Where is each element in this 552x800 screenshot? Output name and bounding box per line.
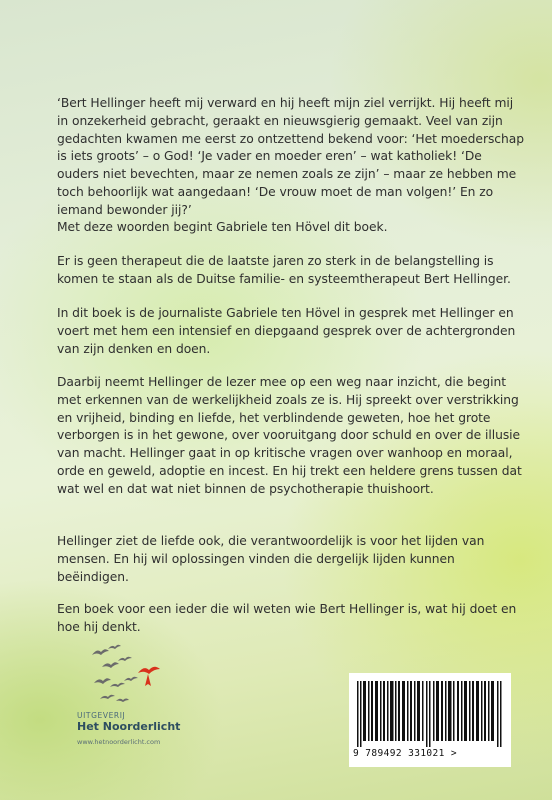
birds-flock-icon <box>88 643 168 711</box>
publisher-label: UITGEVERIJ <box>77 711 126 720</box>
closing-paragraph: Een boek voor een ieder die wil weten wie Bert Hellinger is, wat hij doet en hoe hij denkt. <box>57 602 517 634</box>
isbn-number: 9 789492 331021 > <box>353 748 458 759</box>
publisher-logo <box>74 643 184 753</box>
publisher-name: Het Noorderlicht <box>77 720 181 733</box>
description-paragraph-2: In dit boek is de journaliste Gabriele ten Hövel in gesprek met Hellinger en voert met hem een intensief en diepgaand gesprek over de achtergronden van zijn denken en doen. <box>57 306 516 356</box>
quote-paragraph: ‘Bert Hellinger heeft mij verward en hij heeft mijn ziel verrijkt. Hij heeft mij in onzekerheid gebracht, geraakt en nieuwsgierig gemaakt. Veel van zijn gedachten kwamen me eerst zo ontzettend bekend voor: ‘Het moederschap is iets groots’ – o God! ‘Je vader en moeder eren’ – wat katholiek! ‘De ouders niet bevechten, maar ze nemen zoals ze zijn’ – maar ze hebben me toch behoorlijk wat aangedaan! ‘De vrouw moet de man volgen!’ En zo iemand bewonder jij?’ <box>57 96 524 217</box>
barcode-bars <box>357 681 503 747</box>
isbn-barcode <box>349 673 511 767</box>
description-paragraph-4: Hellinger ziet de liefde ook, die verantwoordelijk is voor het lijden van mensen. En hij wil oplossingen vinden die dergelijk lijden kunnen beëindigen. <box>57 534 485 584</box>
description-paragraph-1: Er is geen therapeut die de laatste jaren zo sterk in de belangstelling is komen te staan als de Duitse familie- en systeemtherapeut Bert Hellinger. <box>57 254 511 286</box>
intro-line: Met deze woorden begint Gabriele ten Hövel dit boek. <box>57 220 388 234</box>
description-paragraph-3: Daarbij neemt Hellinger de lezer mee op een weg naar inzicht, die begint met erkennen van de werkelijkheid zoals ze is. Hij spreekt over verstrikking en vrijheid, binding en liefde, het verblindende geweten, hoe het grote verborgen is in het gewone, over vooruitgang door schuld en over de illusie van macht. Hellinger gaat in op kritische vragen over wanhoop en moraal, orde en geweld, adoptie en incest. En hij trekt een heldere grens tussen dat wat wel en dat wat niet binnen de psychotherapie thuishoort. <box>57 375 522 496</box>
publisher-url: www.hetnoorderlicht.com <box>77 738 161 746</box>
